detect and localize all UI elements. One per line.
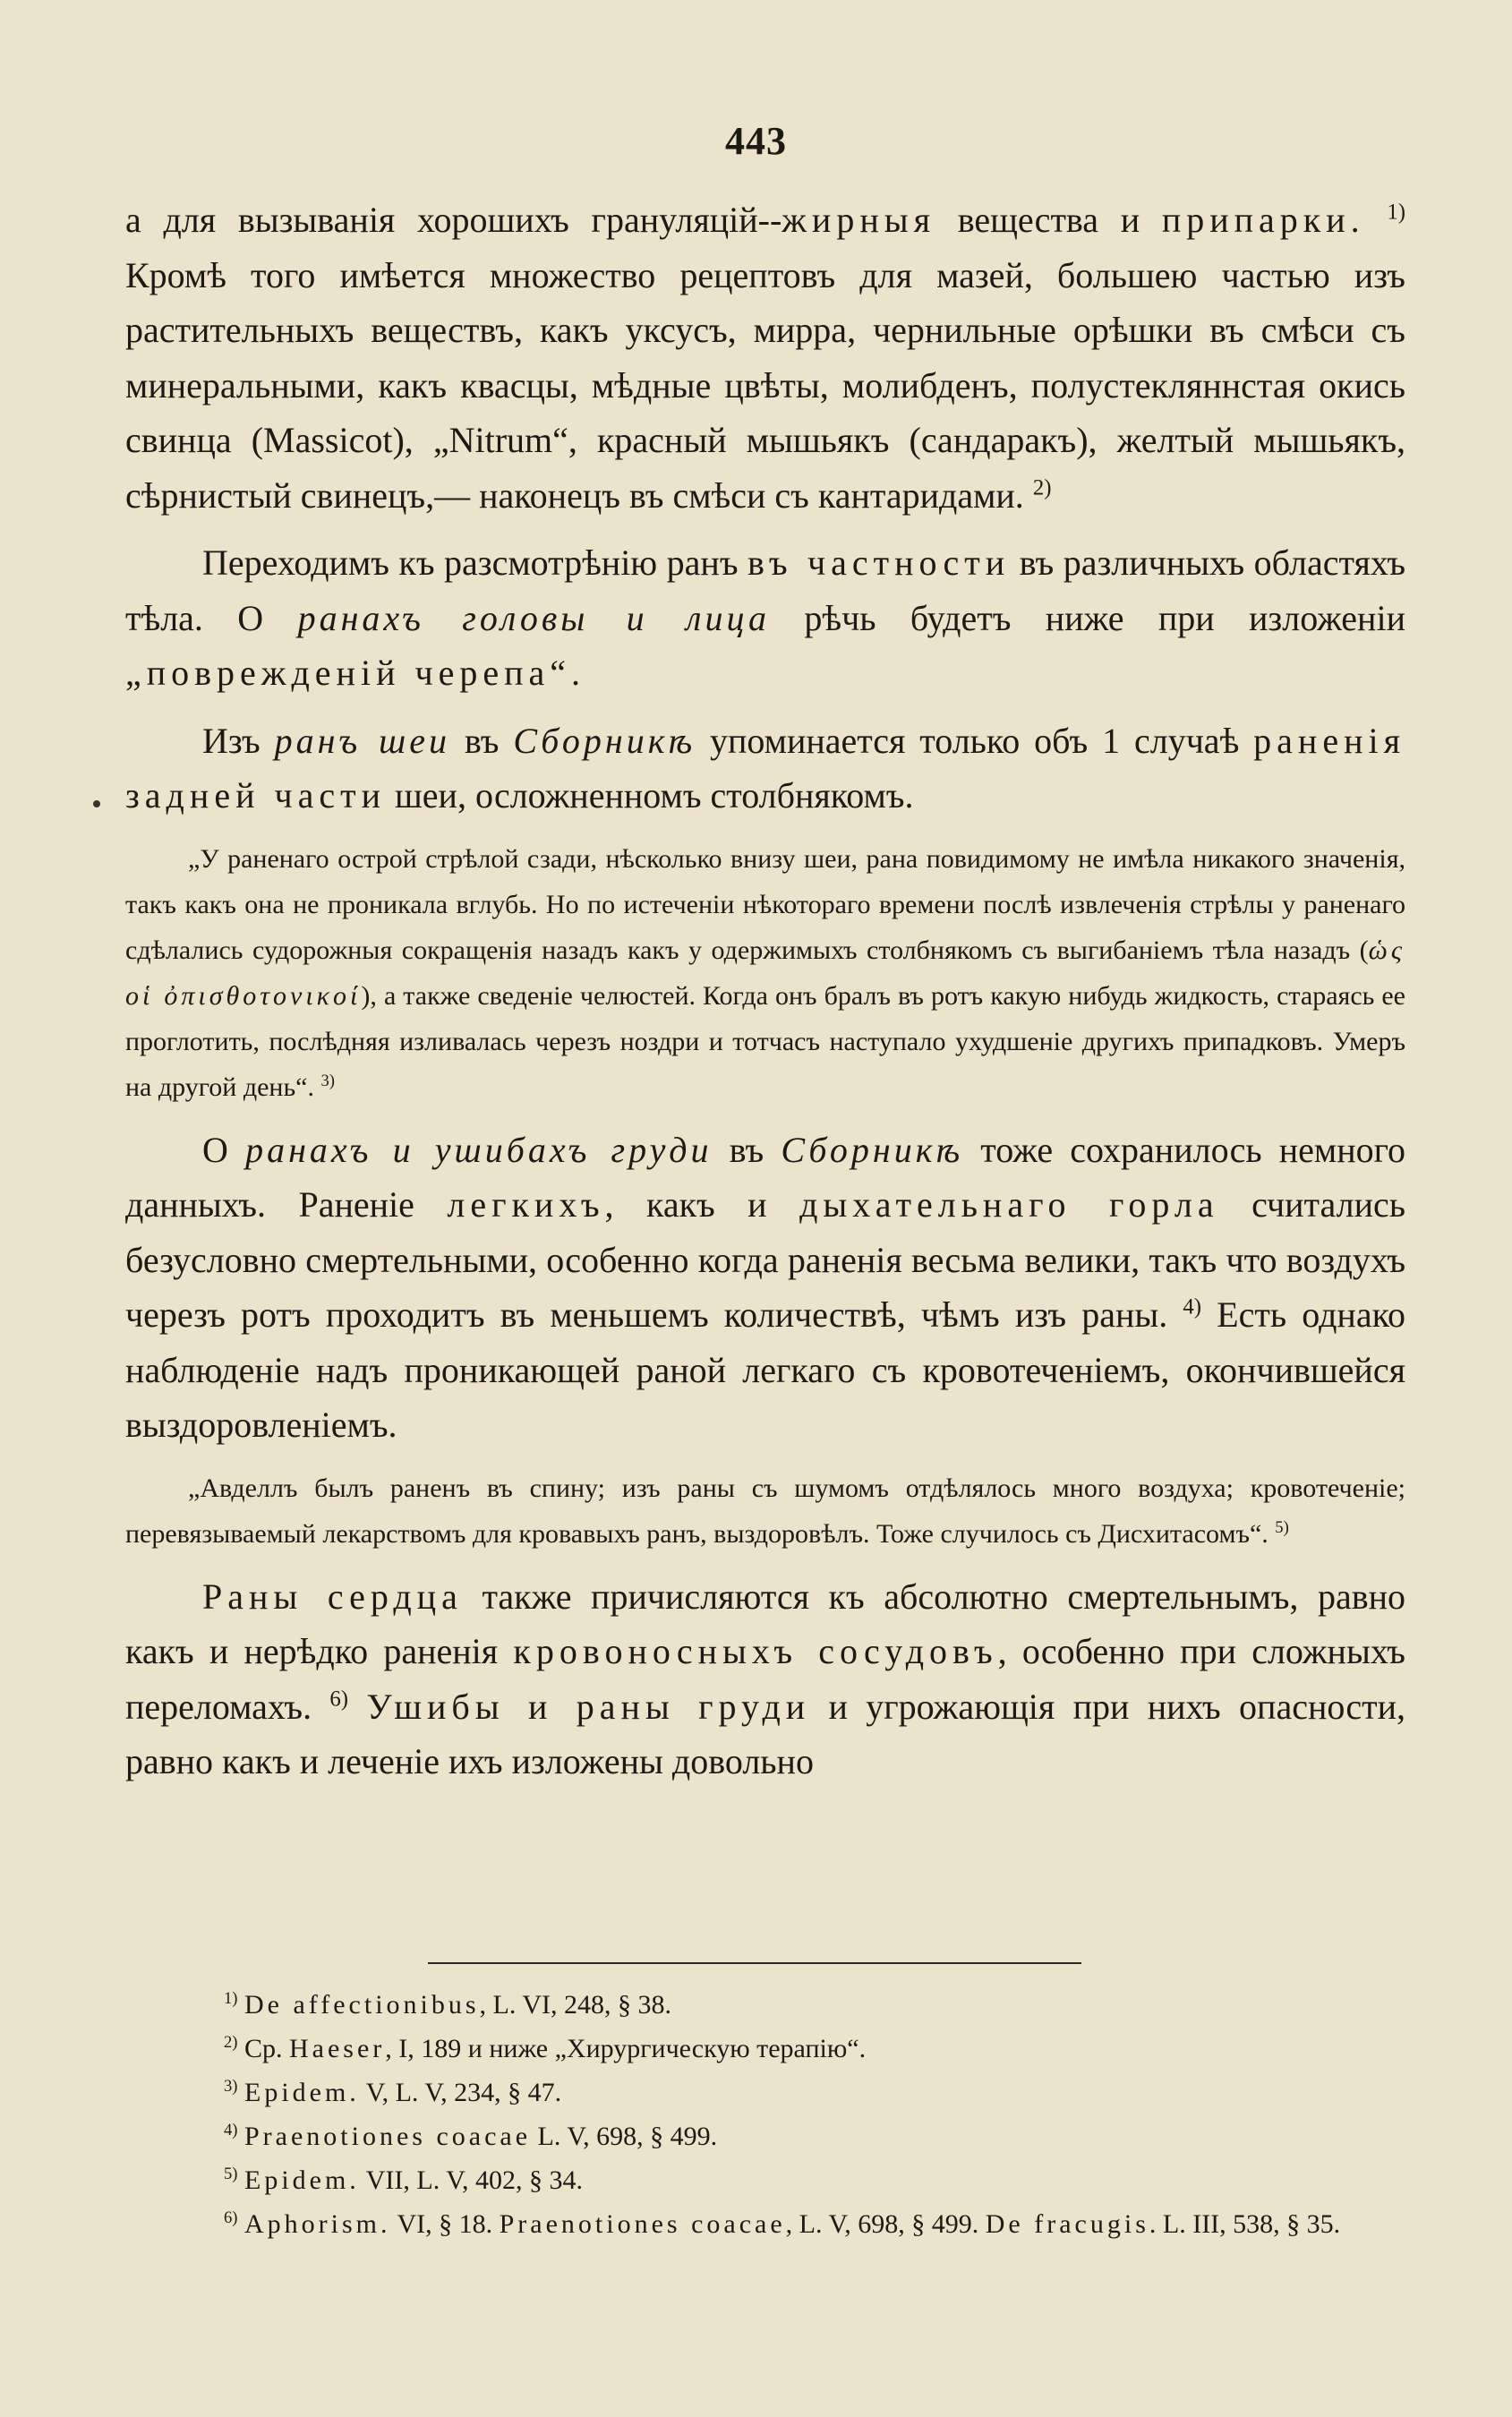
paragraph-gap <box>125 523 1405 535</box>
footnote-mark: 1) <box>224 1989 238 2008</box>
text-run: также причисляются къ абсолютно смертельнымъ, равно какъ и нерѣдко раненія <box>125 1576 1406 1671</box>
text-run <box>348 1687 366 1727</box>
text-run: , L. VI, 248, § 38. <box>479 1990 671 2020</box>
text-run: , какъ и <box>604 1184 800 1225</box>
footnote-divider <box>428 1962 1081 1964</box>
text-run: V, L. V, 234, § 47. <box>359 2078 562 2107</box>
italic-text: ранъ шеи <box>274 720 451 761</box>
text-run: шеи, осложненномъ столбнякомъ. <box>385 775 914 816</box>
footnote <box>224 2071 1405 2114</box>
italic-text: Сборникѣ <box>513 720 696 761</box>
text-run: рѣчь будетъ ниже при изложеніи <box>769 597 1405 638</box>
quotation <box>125 1465 1405 1557</box>
footnotes <box>224 1983 1405 2246</box>
text-run: а для вызыванія хорошихъ грануляцій-- <box>125 200 782 240</box>
footnote-ref: 2) <box>1032 475 1052 500</box>
spaced-text: въ частности <box>747 542 1011 583</box>
spaced-text: жирныя <box>782 200 936 240</box>
footnote <box>224 2027 1405 2071</box>
text-run: Изъ <box>202 720 275 761</box>
spaced-text: припарки. <box>1161 200 1365 240</box>
paragraph-gap <box>125 1453 1405 1465</box>
paragraph <box>125 1123 1405 1453</box>
spaced-text: „поврежденій черепа“. <box>125 653 586 693</box>
text-run: въ <box>450 720 514 761</box>
spaced-text: Praenotiones coacae <box>499 2209 786 2239</box>
footnote-mark: 4) <box>224 2121 238 2139</box>
footnote-mark: 6) <box>224 2208 238 2227</box>
spaced-text: Epidem. <box>244 2078 360 2107</box>
paragraph <box>125 713 1405 824</box>
paragraph-gap <box>125 701 1405 713</box>
footnote <box>224 2158 1405 2202</box>
spaced-text: кровоносныхъ сосудовъ <box>513 1631 998 1671</box>
text-run: въ различныхъ областяхъ тѣла. О <box>125 542 1405 638</box>
footnote-mark: 2) <box>224 2033 238 2052</box>
spaced-text: Haeser <box>289 2034 386 2063</box>
italic-text: ὡς οἱ ὀπισθοτονικοί <box>125 935 1405 1011</box>
footnote-ref: 4) <box>1183 1294 1202 1320</box>
text-run: „Авделлъ былъ раненъ въ спину; изъ раны съ шумомъ отдѣлялось много воздуха; кровотеченіе; перевязываемый лекарствомъ для кровавыхъ ранъ, выздоровѣлъ. Тоже случилось съ Дисхитасомъ“. <box>125 1473 1405 1549</box>
spaced-text: De affectionibus <box>244 1990 480 2020</box>
text-run: въ <box>712 1129 782 1170</box>
text-run: , L. V, 698, § 499. <box>785 2209 986 2239</box>
spaced-text: De fracugis <box>985 2209 1149 2239</box>
text-run: и угрожающія при нихъ опасности, равно какъ и леченіе ихъ изложены довольно <box>125 1686 1406 1781</box>
italic-text: ранахъ и ушибахъ груди <box>245 1129 713 1170</box>
text-run: О <box>202 1129 246 1170</box>
spaced-text: Epidem. <box>244 2165 360 2195</box>
paragraph <box>125 1569 1405 1789</box>
paragraph <box>125 192 1405 523</box>
text-run: ), а также сведеніе челюстей. Когда онъ бралъ въ ротъ какую нибудь жидкость, стараясь ее проглотить, послѣдняя изливалась черезъ ноздри и тотчасъ наступало ухудшеніе другихъ припадковъ. Умеръ на другой день“. <box>125 980 1405 1102</box>
text-run: Кромѣ того имѣется множество рецептовъ для мазей, большею частью изъ растительныхъ веществъ, какъ уксусъ, мирра, чернильные орѣшки въ смѣси съ минеральными, какъ квасцы, мѣдные цвѣты, молибденъ, полустекляннстая окись свинца (Massicot), „Nitrum“, красный мышьякъ (сандаракъ), желтый мышьякъ, сѣрнистый свинецъ,— наконецъ въ смѣси съ кантаридами. <box>125 254 1405 516</box>
spaced-text: Раны сердца <box>202 1576 463 1617</box>
main-text <box>125 192 1405 1789</box>
margin-dot <box>93 800 100 807</box>
spaced-text: легкихъ <box>447 1184 605 1225</box>
text-run: упоминается только объ 1 случаѣ <box>696 720 1254 761</box>
footnote-ref: 6) <box>329 1687 349 1712</box>
text-run: Ср. <box>244 2034 290 2063</box>
text-run: „У раненаго острой стрѣлой сзади, нѣсколько внизу шеи, рана повидимому не имѣла никакого значенія, такъ какъ она не проникала вглубь. Но по истеченіи нѣкотораго времени послѣ извлеченія стрѣлы у раненаго сдѣлались судорожныя сокращенія назадъ какъ у одержимыхъ столбнякомъ съ выгибаніемъ тѣла назадъ ( <box>125 843 1405 965</box>
paragraph-gap <box>125 1557 1405 1569</box>
quotation <box>125 836 1405 1110</box>
footnote-ref: 5) <box>1275 1517 1289 1537</box>
text-run: . L. III, 538, § 35. <box>1149 2209 1341 2239</box>
spaced-text: Aphorism. <box>244 2209 391 2239</box>
text-run: , I, 189 и ниже „Хирургическую терапію“. <box>385 2034 867 2063</box>
text-run: VII, L. V, 402, § 34. <box>359 2165 583 2195</box>
spaced-text: Praenotiones coacae <box>244 2122 532 2151</box>
text-run: L. V, 698, § 499. <box>531 2122 718 2151</box>
footnote-mark: 3) <box>224 2077 238 2096</box>
text-run: вещества и <box>935 200 1162 240</box>
text-run: VI, § 18. <box>390 2209 500 2239</box>
paragraph-gap <box>125 1110 1405 1123</box>
text-run: тоже сохранилось немного данныхъ. Раненіе <box>125 1129 1406 1225</box>
footnote <box>224 1983 1405 2027</box>
spaced-text: раненія задней части <box>125 720 1406 816</box>
text-run: считались безусловно смертельными, особенно когда раненія весьма велики, такъ что воздухъ черезъ ротъ проходитъ въ меньшемъ количествѣ, чѣмъ изъ раны. <box>125 1184 1405 1335</box>
italic-text: Сборникѣ <box>781 1129 964 1170</box>
footnote <box>224 2202 1405 2246</box>
page-number: 443 <box>725 119 787 163</box>
footnote-mark: 5) <box>224 2165 238 2183</box>
italic-text: ранахъ головы и лица <box>297 597 770 638</box>
paragraph-gap <box>125 824 1405 836</box>
footnote-ref: 1) <box>1387 200 1405 225</box>
text-run: Переходимъ къ разсмотрѣнію ранъ <box>202 542 747 583</box>
spaced-text: Ушибы и раны груди <box>366 1686 811 1727</box>
paragraph <box>125 535 1405 701</box>
footnote <box>224 2114 1405 2158</box>
spaced-text: дыхательнаго горла <box>799 1184 1219 1225</box>
text-run: Есть однако наблюденіе надъ проникающей раной легкаго съ кровотеченіемъ, окончившейся выздоровленіемъ. <box>125 1294 1405 1445</box>
footnote-ref: 3) <box>320 1071 335 1090</box>
text-run <box>1365 200 1388 240</box>
text-run: , особенно при сложныхъ переломахъ. <box>125 1631 1405 1727</box>
